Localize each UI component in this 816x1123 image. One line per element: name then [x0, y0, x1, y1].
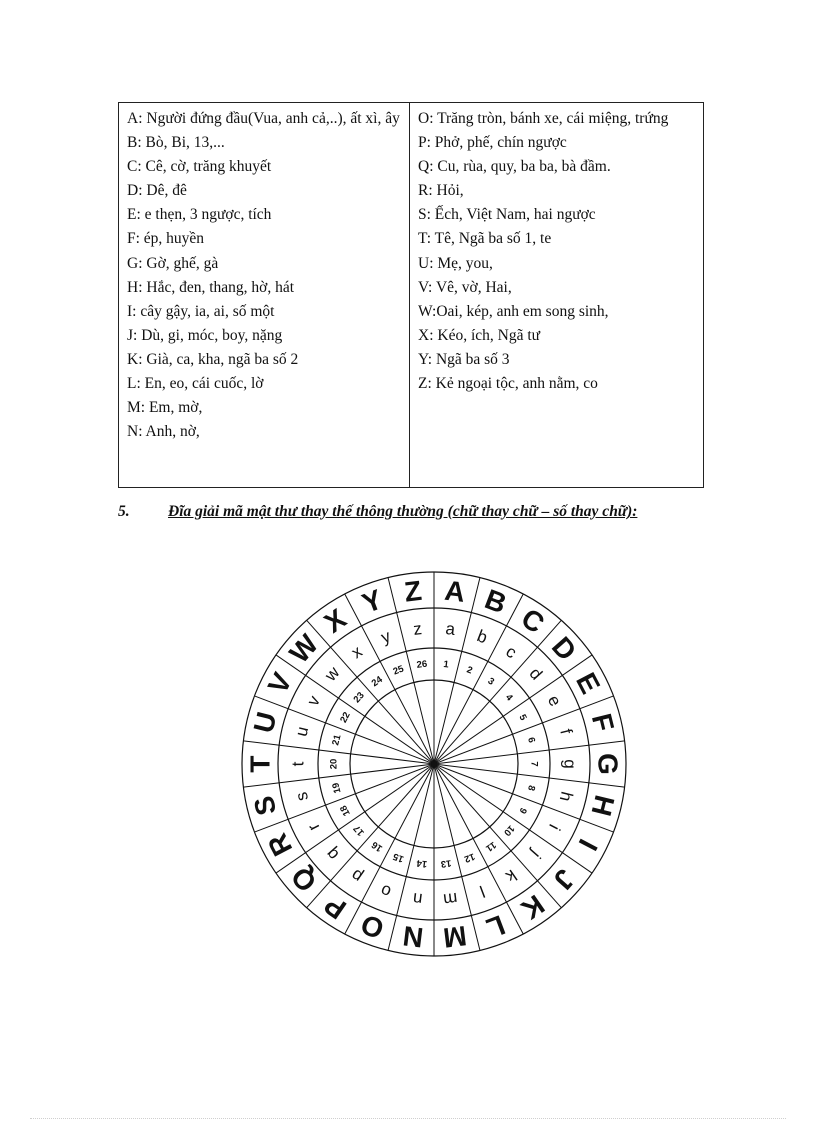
inner-number: 13: [440, 857, 452, 870]
table-row: W:Oai, kép, anh em song sinh,: [418, 302, 609, 320]
middle-letter: r: [303, 820, 324, 835]
table-row: L: En, eo, cái cuốc, lờ: [127, 375, 264, 393]
outer-letter: K: [515, 888, 550, 926]
table-row: H: Hắc, đen, thang, hờ, hát: [127, 278, 295, 296]
outer-letter: W: [283, 628, 325, 669]
middle-letter: a: [444, 618, 457, 639]
table-row: M: Em, mờ,: [127, 399, 203, 417]
table-row: U: Mẹ, you,: [418, 254, 493, 272]
table-row: N: Anh, nờ,: [127, 423, 200, 441]
table-row: E: e thẹn, 3 ngược, tích: [127, 206, 272, 224]
middle-letter: l: [477, 881, 488, 901]
outer-letter: E: [570, 667, 607, 699]
middle-letter: v: [303, 692, 324, 709]
letter-nickname-table: [118, 102, 704, 488]
outer-letter: B: [480, 583, 511, 620]
inner-number: 24: [369, 674, 385, 690]
middle-letter: x: [347, 641, 366, 663]
inner-number: 15: [391, 850, 406, 865]
inner-number: 25: [391, 663, 406, 678]
outer-letter: L: [482, 909, 510, 945]
table-row: G: Gờ, ghế, gà: [127, 254, 219, 272]
inner-number: 18: [338, 803, 353, 818]
inner-number: 2: [465, 664, 474, 677]
inner-number: 1: [442, 658, 450, 671]
outer-letter: H: [585, 792, 621, 820]
outer-letter: R: [261, 828, 299, 862]
outer-letter: A: [443, 574, 467, 608]
middle-letter: c: [502, 641, 521, 663]
middle-letter: u: [291, 724, 313, 739]
section-number: 5.: [118, 503, 130, 520]
middle-letter: y: [378, 626, 394, 648]
middle-letter: b: [474, 626, 491, 648]
middle-letter: t: [288, 761, 308, 767]
inner-number: 7: [528, 761, 540, 767]
outer-letter: Z: [402, 574, 424, 608]
outer-letter: J: [547, 863, 582, 896]
inner-number: 14: [416, 857, 428, 870]
middle-letter: j: [527, 846, 545, 862]
middle-letter: n: [411, 889, 424, 910]
inner-number: 10: [501, 822, 517, 838]
outer-letter: O: [356, 908, 388, 946]
middle-letter: d: [525, 663, 547, 684]
outer-letter: F: [585, 710, 621, 735]
outer-letter: U: [247, 708, 283, 736]
inner-number: 3: [485, 675, 497, 688]
middle-letter: w: [321, 662, 344, 685]
outer-letter: T: [244, 755, 276, 773]
middle-letter: i: [545, 821, 564, 834]
table-row: A: Người đứng đầu(Vua, anh cả,..), ất xì, ây: [127, 110, 400, 127]
middle-letter: g: [560, 759, 580, 769]
table-row: V: Vê, vờ, Hai,: [418, 278, 512, 296]
outer-letter: V: [261, 667, 298, 699]
outer-letter: M: [441, 919, 469, 954]
outer-letter: X: [318, 602, 352, 639]
table-row: K: Già, ca, kha, ngã ba số 2: [127, 350, 299, 368]
inner-number: 19: [330, 781, 344, 795]
middle-letter: o: [377, 880, 394, 902]
outer-letter: N: [401, 920, 425, 954]
inner-number: 11: [483, 838, 499, 854]
middle-letter: e: [543, 692, 566, 710]
inner-number: 6: [525, 736, 538, 744]
inner-number: 23: [351, 690, 367, 706]
page-bottom-rule: [30, 1118, 786, 1119]
table-row: Y: Ngã ba số 3: [418, 350, 510, 368]
middle-letter: m: [442, 888, 459, 910]
middle-letter: p: [347, 865, 367, 887]
inner-number: 26: [416, 658, 428, 671]
table-row: Q: Cu, rùa, quy, ba ba, bà đầm.: [418, 158, 611, 176]
outer-letter: I: [572, 834, 604, 856]
table-row: D: Dê, đê: [127, 182, 187, 200]
inner-number: 5: [516, 712, 529, 723]
outer-letter: S: [247, 792, 283, 819]
cipher-wheel: [238, 562, 630, 974]
outer-letter: G: [592, 753, 624, 775]
table-row: O: Trăng tròn, bánh xe, cái miệng, trứng: [418, 110, 669, 127]
inner-number: 22: [338, 710, 353, 725]
outer-letter: Q: [284, 860, 323, 898]
table-row: I: cây gậy, ia, ai, số một: [127, 302, 275, 320]
outer-letter: P: [318, 889, 352, 926]
middle-letter: k: [502, 865, 521, 887]
middle-letter: s: [291, 790, 313, 803]
inner-number: 16: [369, 838, 385, 854]
section-heading: [118, 503, 718, 521]
table-row: C: Cê, cờ, trăng khuyết: [127, 158, 272, 176]
table-row: R: Hỏi,: [418, 182, 464, 200]
wheel-center-dot: [431, 761, 437, 767]
inner-number: 17: [351, 822, 367, 838]
middle-letter: q: [321, 844, 343, 865]
table-row: X: Kéo, ích, Ngã tư: [418, 326, 541, 344]
inner-number: 20: [328, 758, 340, 770]
table-row: P: Phở, phế, chín ngược: [418, 134, 567, 152]
right-column-cell: [410, 103, 704, 488]
middle-letter: f: [556, 726, 576, 737]
inner-number: 12: [462, 850, 477, 865]
table-row: Z: Kẻ ngoại tộc, anh nằm, co: [418, 375, 598, 393]
outer-letter: C: [515, 602, 550, 640]
outer-letter: D: [545, 630, 583, 667]
table-row: J: Dù, gi, móc, boy, nặng: [127, 326, 283, 344]
inner-number: 4: [502, 692, 515, 704]
inner-number: 9: [516, 805, 529, 816]
inner-number: 21: [330, 733, 344, 747]
inner-number: 8: [525, 784, 538, 792]
outer-letter: Y: [358, 583, 387, 620]
table-row: B: Bò, Bi, 13,...: [127, 134, 225, 152]
middle-letter: z: [412, 619, 423, 639]
table-row: S: Ếch, Việt Nam, hai ngược: [418, 206, 596, 224]
left-column-cell: [119, 103, 410, 488]
middle-letter: h: [555, 789, 577, 804]
table-row: F: ép, huyền: [127, 230, 205, 248]
table-row: T: Tê, Ngã ba số 1, te: [418, 230, 552, 248]
section-title: Đĩa giải mã mật thư thay thế thông thường (chữ thay chữ – số thay chữ):: [168, 503, 638, 520]
